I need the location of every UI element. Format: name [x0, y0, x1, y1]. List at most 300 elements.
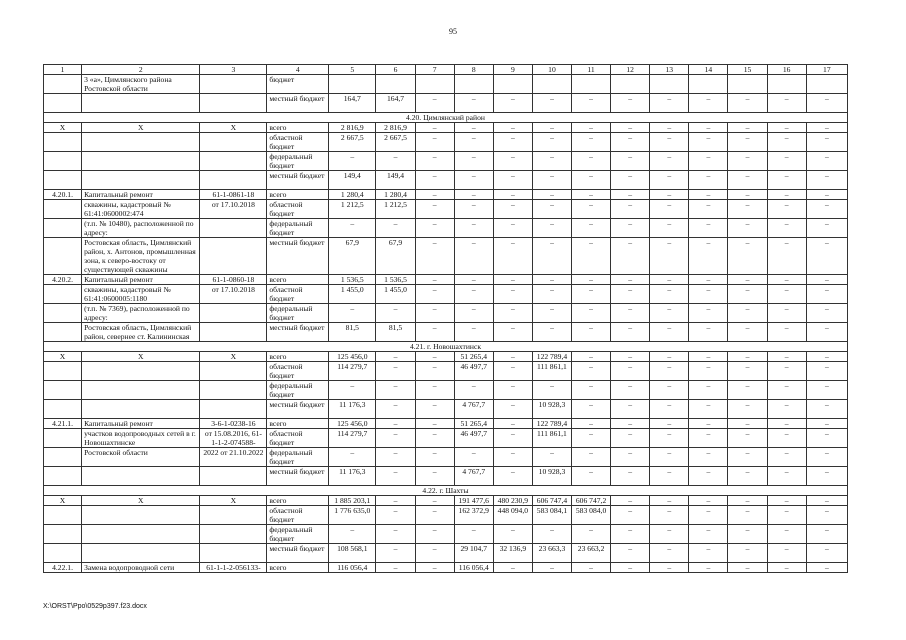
table-row	[44, 275, 848, 285]
table-row	[44, 133, 848, 152]
document-ref-cell	[200, 238, 267, 275]
value-cell: –	[532, 275, 571, 285]
value-cell: –	[689, 323, 728, 342]
value-cell: –	[650, 123, 689, 133]
value-cell: –	[611, 448, 650, 467]
value-cell: 1 280,4	[376, 190, 415, 200]
value-cell: –	[689, 152, 728, 171]
document-ref-cell	[200, 362, 267, 381]
value-cell: –	[806, 506, 847, 525]
section-title: 4.21. г. Новошахтинск	[44, 342, 848, 352]
value-cell: –	[806, 563, 847, 573]
budget-source-cell: бюджет	[267, 75, 329, 94]
value-cell: –	[611, 123, 650, 133]
value-cell: –	[689, 506, 728, 525]
budget-source-cell: областной бюджет	[267, 506, 329, 525]
value-cell: 1 885 203,1	[329, 496, 376, 506]
document-ref-cell	[200, 152, 267, 171]
value-cell: –	[454, 238, 493, 275]
value-cell: –	[689, 448, 728, 467]
item-number-cell	[44, 238, 82, 275]
value-cell: 81,5	[376, 323, 415, 342]
value-cell: –	[728, 219, 767, 238]
value-cell: –	[572, 238, 611, 275]
value-cell: –	[650, 275, 689, 285]
document-ref-cell: от 17.10.2018	[200, 285, 267, 304]
value-cell: –	[689, 381, 728, 400]
column-number-9: 9	[493, 65, 532, 75]
value-cell: –	[493, 304, 532, 323]
value-cell: 2 667,5	[376, 133, 415, 152]
value-cell: 114 279,7	[329, 429, 376, 448]
value-cell: –	[376, 429, 415, 448]
value-cell: –	[611, 381, 650, 400]
value-cell: –	[689, 238, 728, 275]
value-cell: –	[611, 429, 650, 448]
value-cell: –	[415, 275, 454, 285]
value-cell: –	[689, 133, 728, 152]
value-cell: –	[767, 200, 806, 219]
value-cell: –	[650, 419, 689, 429]
budget-source-cell: областной бюджет	[267, 362, 329, 381]
column-number-6: 6	[376, 65, 415, 75]
value-cell: –	[650, 219, 689, 238]
column-number-8: 8	[454, 65, 493, 75]
value-cell: –	[415, 200, 454, 219]
value-cell: –	[806, 200, 847, 219]
value-cell: –	[767, 133, 806, 152]
value-cell: –	[728, 275, 767, 285]
value-cell: 29 104,7	[454, 544, 493, 563]
value-cell: –	[689, 362, 728, 381]
document-ref-cell: от 15.08.2016, 61-1-1-2-074588-	[200, 429, 267, 448]
document-ref-cell	[200, 171, 267, 190]
budget-source-cell: федеральный бюджет	[267, 304, 329, 323]
table-row	[44, 304, 848, 323]
budget-source-cell: федеральный бюджет	[267, 525, 329, 544]
value-cell: –	[806, 448, 847, 467]
value-cell: –	[806, 152, 847, 171]
value-cell: –	[532, 323, 571, 342]
value-cell: –	[650, 285, 689, 304]
value-cell: –	[728, 285, 767, 304]
value-cell: –	[767, 563, 806, 573]
value-cell: –	[493, 133, 532, 152]
value-cell: 51 265,4	[454, 419, 493, 429]
object-name-cell	[82, 94, 200, 113]
document-ref-cell: 61-1-0860-18	[200, 275, 267, 285]
value-cell: 111 861,1	[532, 429, 571, 448]
value-cell: –	[376, 525, 415, 544]
value-cell: –	[493, 563, 532, 573]
value-cell: 2 667,5	[329, 133, 376, 152]
value-cell: 125 456,0	[329, 419, 376, 429]
value-cell: –	[689, 467, 728, 486]
value-cell: –	[650, 544, 689, 563]
value-cell: –	[650, 506, 689, 525]
document-ref-cell	[200, 400, 267, 419]
value-cell: –	[611, 171, 650, 190]
value-cell: 191 477,6	[454, 496, 493, 506]
value-cell: –	[572, 448, 611, 467]
value-cell: –	[572, 400, 611, 419]
document-ref-cell: 3-6-1-0238-16	[200, 419, 267, 429]
value-cell: 1 455,0	[376, 285, 415, 304]
value-cell	[493, 75, 532, 94]
value-cell: 108 568,1	[329, 544, 376, 563]
value-cell: –	[650, 429, 689, 448]
value-cell: –	[767, 362, 806, 381]
value-cell: –	[611, 304, 650, 323]
column-number-4: 4	[267, 65, 329, 75]
document-ref-cell	[200, 381, 267, 400]
value-cell: –	[454, 323, 493, 342]
budget-source-cell: всего	[267, 352, 329, 362]
budget-source-cell: федеральный бюджет	[267, 381, 329, 400]
document-ref-cell	[200, 75, 267, 94]
value-cell: –	[728, 429, 767, 448]
table-row	[44, 362, 848, 381]
value-cell: 23 663,2	[572, 544, 611, 563]
value-cell: –	[611, 563, 650, 573]
value-cell: –	[415, 496, 454, 506]
value-cell: –	[376, 506, 415, 525]
object-name-cell: Замена водопроводной сети	[82, 563, 200, 573]
value-cell: –	[689, 563, 728, 573]
value-cell: –	[454, 190, 493, 200]
value-cell: 122 789,4	[532, 352, 571, 362]
value-cell: –	[728, 419, 767, 429]
value-cell: –	[689, 285, 728, 304]
item-number-cell: 4.20.2.	[44, 275, 82, 285]
value-cell: –	[611, 275, 650, 285]
value-cell: –	[454, 304, 493, 323]
document-ref-cell	[200, 219, 267, 238]
value-cell: –	[689, 219, 728, 238]
value-cell: –	[376, 362, 415, 381]
value-cell: –	[689, 419, 728, 429]
column-number-15: 15	[728, 65, 767, 75]
value-cell: –	[493, 123, 532, 133]
value-cell: –	[376, 219, 415, 238]
value-cell: –	[767, 275, 806, 285]
object-name-cell: X	[82, 352, 200, 362]
value-cell	[689, 75, 728, 94]
value-cell: –	[329, 152, 376, 171]
value-cell: –	[572, 563, 611, 573]
object-name-cell: Ростовской области	[82, 448, 200, 467]
value-cell: –	[454, 275, 493, 285]
value-cell	[454, 75, 493, 94]
object-name-cell: участков водопроводных сетей в г. Новошахтинске	[82, 429, 200, 448]
value-cell: –	[650, 152, 689, 171]
budget-source-cell: областной бюджет	[267, 200, 329, 219]
value-cell	[415, 75, 454, 94]
value-cell: –	[806, 400, 847, 419]
value-cell: –	[650, 94, 689, 113]
value-cell: –	[493, 419, 532, 429]
value-cell: –	[650, 352, 689, 362]
value-cell: –	[611, 200, 650, 219]
budget-source-cell: местный бюджет	[267, 171, 329, 190]
value-cell: –	[415, 448, 454, 467]
value-cell: –	[611, 190, 650, 200]
value-cell: –	[493, 429, 532, 448]
value-cell: –	[532, 285, 571, 304]
value-cell: –	[329, 525, 376, 544]
table-row	[44, 123, 848, 133]
value-cell: –	[532, 171, 571, 190]
value-cell: –	[572, 190, 611, 200]
value-cell: –	[415, 123, 454, 133]
value-cell: –	[650, 323, 689, 342]
value-cell: –	[611, 400, 650, 419]
value-cell: –	[572, 429, 611, 448]
value-cell: –	[415, 304, 454, 323]
value-cell	[329, 75, 376, 94]
column-number-13: 13	[650, 65, 689, 75]
value-cell: –	[689, 304, 728, 323]
document-ref-cell: X	[200, 352, 267, 362]
value-cell: –	[611, 152, 650, 171]
value-cell	[806, 75, 847, 94]
value-cell: –	[415, 352, 454, 362]
column-number-17: 17	[806, 65, 847, 75]
column-number-1: 1	[44, 65, 82, 75]
item-number-cell	[44, 219, 82, 238]
value-cell: –	[415, 525, 454, 544]
value-cell: 1 280,4	[329, 190, 376, 200]
value-cell: –	[689, 525, 728, 544]
value-cell: 46 497,7	[454, 429, 493, 448]
object-name-cell	[82, 381, 200, 400]
object-name-cell	[82, 152, 200, 171]
header-row	[44, 65, 848, 75]
value-cell: –	[572, 362, 611, 381]
table-row	[44, 219, 848, 238]
value-cell: 606 747,2	[572, 496, 611, 506]
table-row	[44, 285, 848, 304]
object-name-cell: (т.п. № 7369), расположенной по адресу:	[82, 304, 200, 323]
object-name-cell	[82, 506, 200, 525]
value-cell: –	[415, 190, 454, 200]
budget-source-cell: всего	[267, 419, 329, 429]
budget-source-cell: федеральный бюджет	[267, 219, 329, 238]
value-cell: –	[767, 152, 806, 171]
document-ref-cell	[200, 304, 267, 323]
value-cell: –	[493, 200, 532, 219]
value-cell: 164,7	[329, 94, 376, 113]
object-name-cell	[82, 525, 200, 544]
value-cell: –	[806, 190, 847, 200]
value-cell: –	[728, 544, 767, 563]
value-cell: –	[689, 544, 728, 563]
value-cell: 448 094,0	[493, 506, 532, 525]
budget-source-cell: областной бюджет	[267, 429, 329, 448]
budget-source-cell: местный бюджет	[267, 94, 329, 113]
value-cell: –	[806, 496, 847, 506]
value-cell: –	[532, 304, 571, 323]
value-cell: 67,9	[376, 238, 415, 275]
table-row	[44, 94, 848, 113]
value-cell: –	[806, 171, 847, 190]
document-ref-cell	[200, 506, 267, 525]
value-cell: –	[532, 152, 571, 171]
item-number-cell	[44, 362, 82, 381]
value-cell: –	[493, 323, 532, 342]
value-cell: –	[728, 133, 767, 152]
value-cell: –	[767, 429, 806, 448]
value-cell: –	[454, 171, 493, 190]
value-cell: –	[728, 152, 767, 171]
value-cell: –	[728, 496, 767, 506]
value-cell: 116 056,4	[454, 563, 493, 573]
value-cell: –	[611, 506, 650, 525]
table-row	[44, 400, 848, 419]
value-cell: –	[806, 275, 847, 285]
value-cell	[611, 75, 650, 94]
value-cell: –	[611, 496, 650, 506]
value-cell: –	[806, 304, 847, 323]
value-cell	[767, 75, 806, 94]
value-cell: –	[650, 304, 689, 323]
value-cell: –	[376, 544, 415, 563]
value-cell: –	[767, 525, 806, 544]
value-cell: 111 861,1	[532, 362, 571, 381]
value-cell: –	[611, 467, 650, 486]
value-cell: –	[767, 94, 806, 113]
value-cell: –	[650, 496, 689, 506]
item-number-cell	[44, 75, 82, 94]
value-cell	[376, 75, 415, 94]
value-cell: –	[689, 400, 728, 419]
value-cell: 1 212,5	[376, 200, 415, 219]
item-number-cell	[44, 152, 82, 171]
value-cell: –	[767, 496, 806, 506]
value-cell: –	[611, 323, 650, 342]
budget-source-cell: федеральный бюджет	[267, 152, 329, 171]
budget-source-cell: местный бюджет	[267, 238, 329, 275]
table-row	[44, 563, 848, 573]
object-name-cell: скважины, кадастровый № 61:41:0600005:1180	[82, 285, 200, 304]
value-cell: –	[689, 496, 728, 506]
value-cell: –	[415, 429, 454, 448]
value-cell: –	[532, 219, 571, 238]
item-number-cell	[44, 133, 82, 152]
table-row	[44, 352, 848, 362]
item-number-cell	[44, 400, 82, 419]
value-cell: –	[611, 362, 650, 381]
value-cell: –	[532, 200, 571, 219]
value-cell: –	[650, 133, 689, 152]
value-cell: –	[806, 544, 847, 563]
value-cell: –	[493, 190, 532, 200]
value-cell: –	[767, 123, 806, 133]
section-heading-row	[44, 342, 848, 352]
value-cell: –	[532, 123, 571, 133]
item-number-cell	[44, 544, 82, 563]
value-cell: 4 767,7	[454, 467, 493, 486]
value-cell: –	[572, 304, 611, 323]
item-number-cell	[44, 381, 82, 400]
value-cell: –	[572, 275, 611, 285]
object-name-cell: Капитальный ремонт	[82, 190, 200, 200]
column-number-10: 10	[532, 65, 571, 75]
budget-source-cell: местный бюджет	[267, 544, 329, 563]
value-cell: –	[806, 362, 847, 381]
value-cell: –	[728, 238, 767, 275]
value-cell: –	[415, 171, 454, 190]
value-cell: –	[493, 400, 532, 419]
item-number-cell	[44, 467, 82, 486]
value-cell: –	[728, 352, 767, 362]
value-cell: –	[493, 448, 532, 467]
value-cell: –	[454, 123, 493, 133]
value-cell: –	[532, 563, 571, 573]
table-row	[44, 75, 848, 94]
value-cell: 583 084,1	[532, 506, 571, 525]
document-ref-cell	[200, 94, 267, 113]
value-cell: 1 776 635,0	[329, 506, 376, 525]
table-row	[44, 381, 848, 400]
table-row	[44, 448, 848, 467]
value-cell: –	[611, 219, 650, 238]
value-cell: –	[650, 171, 689, 190]
value-cell: –	[493, 362, 532, 381]
value-cell: 164,7	[376, 94, 415, 113]
value-cell: –	[689, 429, 728, 448]
budget-source-cell: местный бюджет	[267, 323, 329, 342]
value-cell: –	[493, 171, 532, 190]
value-cell: –	[532, 525, 571, 544]
value-cell: –	[806, 352, 847, 362]
value-cell: –	[767, 304, 806, 323]
value-cell	[572, 75, 611, 94]
value-cell: 480 230,9	[493, 496, 532, 506]
document-ref-cell	[200, 323, 267, 342]
item-number-cell	[44, 94, 82, 113]
value-cell: –	[376, 467, 415, 486]
table-row	[44, 200, 848, 219]
value-cell: 4 767,7	[454, 400, 493, 419]
budget-source-cell: местный бюджет	[267, 467, 329, 486]
budget-source-cell: местный бюджет	[267, 400, 329, 419]
value-cell: –	[806, 323, 847, 342]
value-cell: –	[572, 525, 611, 544]
value-cell: –	[415, 563, 454, 573]
value-cell: –	[493, 285, 532, 304]
value-cell: –	[572, 133, 611, 152]
value-cell: –	[454, 94, 493, 113]
value-cell: –	[689, 190, 728, 200]
value-cell: –	[454, 381, 493, 400]
value-cell: –	[689, 94, 728, 113]
object-name-cell: Капитальный ремонт	[82, 419, 200, 429]
object-name-cell: X	[82, 496, 200, 506]
table-row	[44, 544, 848, 563]
value-cell: –	[376, 448, 415, 467]
value-cell: –	[415, 381, 454, 400]
budget-source-cell: федеральный бюджет	[267, 448, 329, 467]
value-cell: –	[650, 525, 689, 544]
value-cell: –	[493, 94, 532, 113]
value-cell: –	[415, 152, 454, 171]
value-cell: –	[376, 400, 415, 419]
document-ref-cell: от 17.10.2018	[200, 200, 267, 219]
value-cell: –	[767, 352, 806, 362]
value-cell: –	[767, 171, 806, 190]
value-cell: –	[532, 133, 571, 152]
